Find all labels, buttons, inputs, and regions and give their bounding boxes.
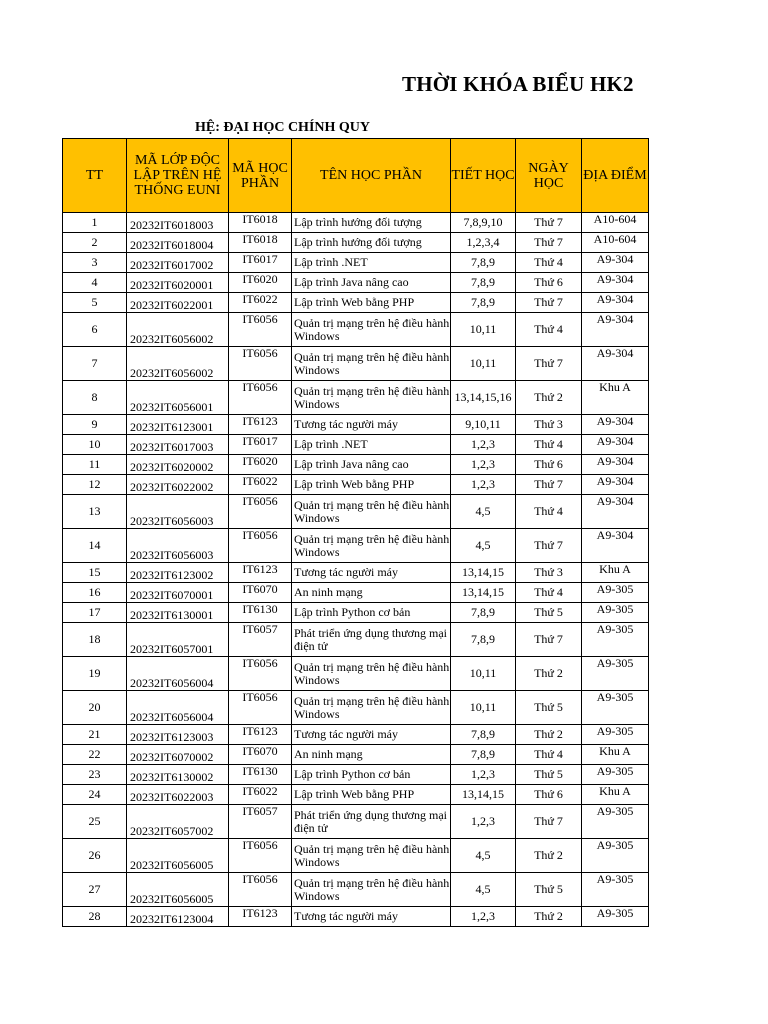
course-name-cell: Quản trị mạng trên hệ điều hành Windows [292,657,451,691]
row-number: 19 [63,657,127,691]
row-number: 2 [63,233,127,253]
class-code-cell: 20232IT6123003 [127,725,229,745]
class-code-cell: 20232IT6020001 [127,273,229,293]
header-periods: TIẾT HỌC [451,139,516,213]
course-code-cell: IT6056 [229,313,292,347]
room-cell: A9-304 [582,253,649,273]
course-code-cell: IT6056 [229,691,292,725]
class-code-cell: 20232IT6123004 [127,907,229,927]
course-name-cell: Quản trị mạng trên hệ điều hành Windows [292,873,451,907]
day-cell: Thứ 4 [516,583,582,603]
course-code-cell: IT6022 [229,293,292,313]
room-cell: A9-305 [582,623,649,657]
day-cell: Thứ 4 [516,745,582,765]
row-number: 14 [63,529,127,563]
room-cell: A9-304 [582,293,649,313]
class-code-cell: 20232IT6057002 [127,805,229,839]
room-cell: A9-304 [582,529,649,563]
table-row [63,583,649,603]
table-row [63,563,649,583]
room-cell: Khu A [582,785,649,805]
table-row [63,233,649,253]
table-row [63,691,649,725]
table-row [63,873,649,907]
table-row [63,475,649,495]
course-name-cell: An ninh mạng [292,745,451,765]
course-code-cell: IT6057 [229,623,292,657]
course-name-cell: Lập trình Web bằng PHP [292,785,451,805]
table-row [63,381,649,415]
course-code-cell: IT6018 [229,233,292,253]
periods-cell: 4,5 [451,839,516,873]
table-row [63,805,649,839]
course-code-cell: IT6022 [229,475,292,495]
day-cell: Thứ 2 [516,725,582,745]
row-number: 23 [63,765,127,785]
timetable [62,138,649,927]
row-number: 1 [63,213,127,233]
periods-cell: 4,5 [451,873,516,907]
day-cell: Thứ 6 [516,273,582,293]
course-code-cell: IT6130 [229,603,292,623]
course-code-cell: IT6057 [229,805,292,839]
row-number: 4 [63,273,127,293]
course-code-cell: IT6017 [229,253,292,273]
room-cell: A9-305 [582,583,649,603]
class-code-cell: 20232IT6070002 [127,745,229,765]
course-name-cell: Lập trình Web bằng PHP [292,475,451,495]
room-cell: A9-305 [582,657,649,691]
periods-cell: 13,14,15 [451,563,516,583]
course-code-cell: IT6123 [229,907,292,927]
periods-cell: 1,2,3 [451,435,516,455]
row-number: 26 [63,839,127,873]
course-name-cell: Quản trị mạng trên hệ điều hành Windows [292,529,451,563]
day-cell: Thứ 7 [516,213,582,233]
room-cell: A9-304 [582,495,649,529]
periods-cell: 7,8,9,10 [451,213,516,233]
day-cell: Thứ 3 [516,415,582,435]
course-name-cell: Lập trình Python cơ bản [292,603,451,623]
day-cell: Thứ 4 [516,253,582,273]
periods-cell: 1,2,3 [451,475,516,495]
periods-cell: 13,14,15 [451,583,516,603]
course-name-cell: Quản trị mạng trên hệ điều hành Windows [292,691,451,725]
row-number: 10 [63,435,127,455]
row-number: 24 [63,785,127,805]
day-cell: Thứ 5 [516,691,582,725]
row-number: 25 [63,805,127,839]
row-number: 7 [63,347,127,381]
table-row [63,657,649,691]
room-cell: A9-305 [582,907,649,927]
room-cell: A9-304 [582,455,649,475]
table-row [63,529,649,563]
row-number: 3 [63,253,127,273]
row-number: 18 [63,623,127,657]
course-name-cell: Lập trình Java nâng cao [292,455,451,475]
class-code-cell: 20232IT6056005 [127,839,229,873]
room-cell: A9-305 [582,805,649,839]
day-cell: Thứ 2 [516,657,582,691]
course-code-cell: IT6056 [229,529,292,563]
table-row [63,495,649,529]
class-code-cell: 20232IT6056004 [127,691,229,725]
day-cell: Thứ 4 [516,495,582,529]
course-name-cell: Tương tác người máy [292,415,451,435]
row-number: 21 [63,725,127,745]
day-cell: Thứ 2 [516,381,582,415]
page-title: THỜI KHÓA BIỂU HK2 [402,72,634,96]
course-code-cell: IT6056 [229,657,292,691]
room-cell: Khu A [582,381,649,415]
row-number: 16 [63,583,127,603]
periods-cell: 4,5 [451,495,516,529]
room-cell: A9-305 [582,873,649,907]
class-code-cell: 20232IT6056004 [127,657,229,691]
course-name-cell: Lập trình hướng đối tượng [292,233,451,253]
course-name-cell: Quản trị mạng trên hệ điều hành Windows [292,495,451,529]
row-number: 13 [63,495,127,529]
class-code-cell: 20232IT6022003 [127,785,229,805]
row-number: 27 [63,873,127,907]
course-code-cell: IT6130 [229,765,292,785]
day-cell: Thứ 2 [516,839,582,873]
course-name-cell: Tương tác người máy [292,563,451,583]
course-name-cell: Lập trình Web bằng PHP [292,293,451,313]
row-number: 6 [63,313,127,347]
day-cell: Thứ 7 [516,529,582,563]
row-number: 5 [63,293,127,313]
table-row [63,347,649,381]
course-code-cell: IT6123 [229,415,292,435]
periods-cell: 13,14,15,16 [451,381,516,415]
room-cell: A9-304 [582,435,649,455]
room-cell: A9-304 [582,415,649,435]
class-code-cell: 20232IT6056002 [127,347,229,381]
room-cell: A9-305 [582,839,649,873]
day-cell: Thứ 7 [516,475,582,495]
day-cell: Thứ 3 [516,563,582,583]
periods-cell: 10,11 [451,657,516,691]
room-cell: Khu A [582,563,649,583]
course-code-cell: IT6018 [229,213,292,233]
periods-cell: 1,2,3 [451,765,516,785]
course-name-cell: Lập trình Python cơ bản [292,765,451,785]
table-row [63,455,649,475]
periods-cell: 7,8,9 [451,725,516,745]
day-cell: Thứ 7 [516,293,582,313]
class-code-cell: 20232IT6017002 [127,253,229,273]
course-code-cell: IT6056 [229,347,292,381]
table-row [63,785,649,805]
day-cell: Thứ 5 [516,765,582,785]
day-cell: Thứ 6 [516,455,582,475]
class-code-cell: 20232IT6018004 [127,233,229,253]
day-cell: Thứ 6 [516,785,582,805]
periods-cell: 1,2,3 [451,455,516,475]
class-code-cell: 20232IT6056001 [127,381,229,415]
header-day: NGÀY HỌC [516,139,582,213]
course-code-cell: IT6070 [229,745,292,765]
row-number: 20 [63,691,127,725]
room-cell: Khu A [582,745,649,765]
table-row [63,293,649,313]
course-code-cell: IT6070 [229,583,292,603]
periods-cell: 10,11 [451,691,516,725]
table-row [63,603,649,623]
course-name-cell: Lập trình hướng đối tượng [292,213,451,233]
class-code-cell: 20232IT6018003 [127,213,229,233]
course-name-cell: Tương tác người máy [292,725,451,745]
periods-cell: 1,2,3 [451,907,516,927]
room-cell: A9-304 [582,273,649,293]
class-code-cell: 20232IT6056005 [127,873,229,907]
room-cell: A9-305 [582,765,649,785]
periods-cell: 7,8,9 [451,273,516,293]
table-row [63,313,649,347]
row-number: 28 [63,907,127,927]
course-name-cell: Lập trình Java nâng cao [292,273,451,293]
course-code-cell: IT6056 [229,839,292,873]
class-code-cell: 20232IT6056002 [127,313,229,347]
course-code-cell: IT6017 [229,435,292,455]
room-cell: A9-304 [582,313,649,347]
class-code-cell: 20232IT6022001 [127,293,229,313]
header-course-name: TÊN HỌC PHẦN [292,139,451,213]
table-row [63,745,649,765]
room-cell: A9-304 [582,347,649,381]
page-subtitle: HỆ: ĐẠI HỌC CHÍNH QUY [195,120,371,135]
class-code-cell: 20232IT6123001 [127,415,229,435]
course-name-cell: Quản trị mạng trên hệ điều hành Windows [292,347,451,381]
table-row [63,839,649,873]
room-cell: A9-304 [582,475,649,495]
day-cell: Thứ 7 [516,805,582,839]
periods-cell: 13,14,15 [451,785,516,805]
table-row [63,435,649,455]
table-row [63,907,649,927]
periods-cell: 1,2,3 [451,805,516,839]
header-class-code: MÃ LỚP ĐỘC LẬP TRÊN HỆ THỐNG EUNI [127,139,229,213]
course-code-cell: IT6123 [229,563,292,583]
course-code-cell: IT6056 [229,381,292,415]
periods-cell: 7,8,9 [451,293,516,313]
table-row [63,623,649,657]
row-number: 22 [63,745,127,765]
header-tt: TT [63,139,127,213]
course-name-cell: An ninh mạng [292,583,451,603]
periods-cell: 7,8,9 [451,623,516,657]
course-code-cell: IT6056 [229,873,292,907]
day-cell: Thứ 7 [516,623,582,657]
table-row [63,725,649,745]
row-number: 17 [63,603,127,623]
row-number: 9 [63,415,127,435]
room-cell: A9-305 [582,691,649,725]
table-row [63,273,649,293]
row-number: 11 [63,455,127,475]
course-code-cell: IT6022 [229,785,292,805]
periods-cell: 7,8,9 [451,253,516,273]
class-code-cell: 20232IT6017003 [127,435,229,455]
periods-cell: 7,8,9 [451,745,516,765]
periods-cell: 4,5 [451,529,516,563]
class-code-cell: 20232IT6057001 [127,623,229,657]
class-code-cell: 20232IT6056003 [127,529,229,563]
course-code-cell: IT6020 [229,273,292,293]
room-cell: A9-305 [582,603,649,623]
room-cell: A10-604 [582,233,649,253]
course-name-cell: Phát triển ứng dụng thương mại điện tử [292,623,451,657]
class-code-cell: 20232IT6130001 [127,603,229,623]
row-number: 8 [63,381,127,415]
course-name-cell: Tương tác người máy [292,907,451,927]
course-code-cell: IT6056 [229,495,292,529]
periods-cell: 10,11 [451,347,516,381]
day-cell: Thứ 5 [516,603,582,623]
table-row [63,765,649,785]
table-row [63,213,649,233]
class-code-cell: 20232IT6022002 [127,475,229,495]
day-cell: Thứ 2 [516,907,582,927]
row-number: 12 [63,475,127,495]
day-cell: Thứ 7 [516,233,582,253]
day-cell: Thứ 7 [516,347,582,381]
day-cell: Thứ 5 [516,873,582,907]
header-course-code: MÃ HỌC PHẦN [229,139,292,213]
day-cell: Thứ 4 [516,435,582,455]
course-name-cell: Quản trị mạng trên hệ điều hành Windows [292,839,451,873]
table-header-row [63,139,649,213]
course-name-cell: Lập trình .NET [292,253,451,273]
periods-cell: 10,11 [451,313,516,347]
class-code-cell: 20232IT6070001 [127,583,229,603]
class-code-cell: 20232IT6020002 [127,455,229,475]
periods-cell: 7,8,9 [451,603,516,623]
course-name-cell: Quản trị mạng trên hệ điều hành Windows [292,381,451,415]
periods-cell: 1,2,3,4 [451,233,516,253]
course-code-cell: IT6020 [229,455,292,475]
table-body [63,213,649,927]
row-number: 15 [63,563,127,583]
course-code-cell: IT6123 [229,725,292,745]
class-code-cell: 20232IT6123002 [127,563,229,583]
course-name-cell: Lập trình .NET [292,435,451,455]
room-cell: A10-604 [582,213,649,233]
class-code-cell: 20232IT6130002 [127,765,229,785]
table-row [63,415,649,435]
course-name-cell: Phát triển ứng dụng thương mại điện tử [292,805,451,839]
header-room: ĐỊA ĐIỂM [582,139,649,213]
periods-cell: 9,10,11 [451,415,516,435]
course-name-cell: Quản trị mạng trên hệ điều hành Windows [292,313,451,347]
table-row [63,253,649,273]
day-cell: Thứ 4 [516,313,582,347]
room-cell: A9-305 [582,725,649,745]
class-code-cell: 20232IT6056003 [127,495,229,529]
